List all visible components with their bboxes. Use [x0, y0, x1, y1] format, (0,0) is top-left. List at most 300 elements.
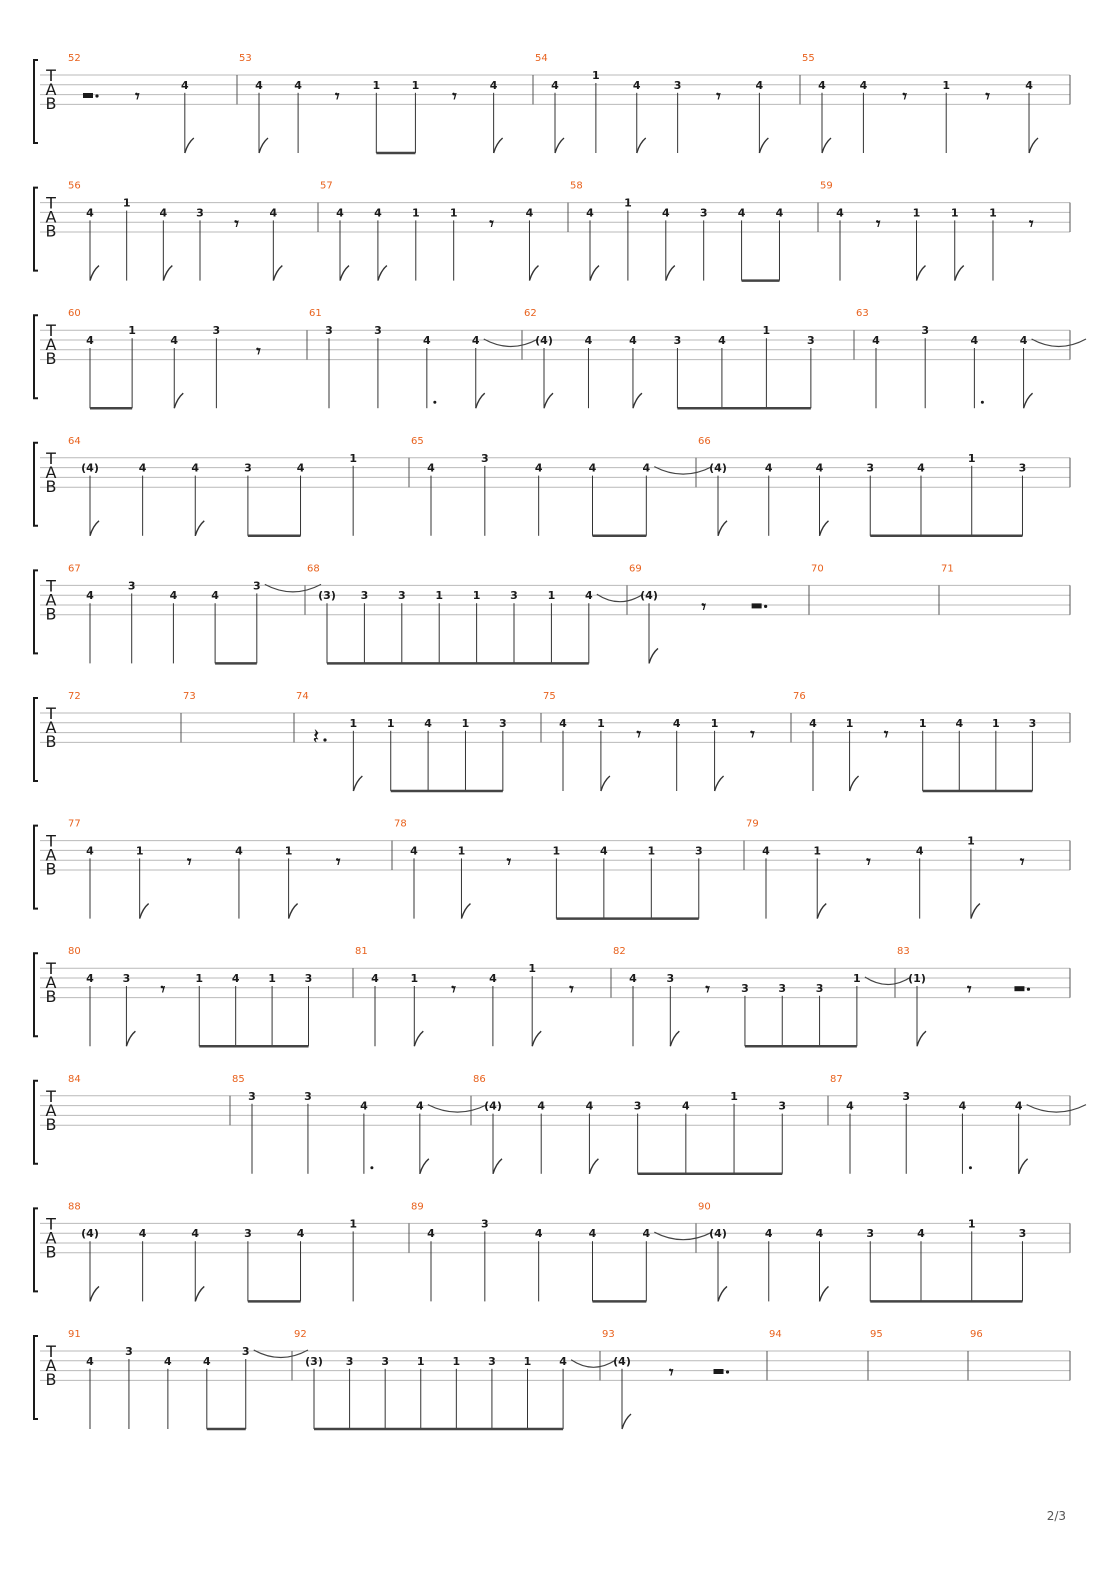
eighth-flag [529, 266, 538, 281]
fret-number: 4 [588, 1227, 597, 1241]
fret-number: 4 [588, 461, 597, 475]
measure-number: 77 [68, 818, 81, 830]
fret-number: 1 [411, 78, 420, 92]
fret-number: 4 [86, 844, 94, 858]
measure [183, 691, 294, 742]
fret-number: 4 [86, 206, 94, 220]
dot [969, 1166, 972, 1169]
eighth-rest: 𝄾 [985, 87, 990, 107]
fret-number: 4 [235, 844, 243, 858]
fret-number: 4 [416, 1099, 424, 1113]
fret-number: 4 [718, 334, 726, 347]
fret-number: 3 [866, 461, 875, 475]
measure [870, 1329, 968, 1380]
tab-clef-letter: T [46, 959, 56, 979]
tab-clef-letter: A [45, 462, 57, 482]
measure [802, 53, 1070, 153]
fret-number: 3 [244, 461, 252, 475]
fret-number: 3 [325, 324, 333, 338]
fret-number: 4 [410, 844, 418, 858]
measure [543, 691, 791, 791]
fret-number: (3) [305, 1354, 323, 1368]
tab-system [34, 436, 1070, 536]
tab-system [34, 819, 1070, 919]
fret-number: 4 [672, 716, 681, 730]
measure-number: 54 [535, 53, 548, 64]
system-bracket [34, 570, 38, 653]
measure-number: 82 [613, 946, 626, 958]
page-number: 2/3 [1046, 1509, 1066, 1523]
measure-number: 75 [543, 691, 556, 702]
fret-number: 4 [371, 972, 379, 985]
eighth-flag [971, 904, 980, 919]
tab-clef-letter: A [45, 973, 57, 993]
tab-clef-letter: B [45, 1370, 57, 1389]
fret-number: 4 [159, 206, 168, 220]
measure [68, 946, 353, 1046]
fret-number: 1 [268, 972, 276, 985]
system-bracket [34, 1336, 38, 1419]
eighth-flag [589, 1159, 598, 1174]
fret-number: 3 [397, 589, 406, 603]
measure-number: 81 [355, 946, 368, 958]
measure [232, 1074, 487, 1174]
tab-system [34, 1329, 1070, 1429]
fret-number: 4 [211, 589, 219, 603]
fret-number: 4 [294, 78, 302, 92]
fret-number: 4 [1025, 78, 1033, 92]
measure-number: 62 [524, 308, 537, 320]
tab-clef-letter: A [45, 1356, 57, 1375]
measure [411, 1201, 712, 1301]
fret-number: 1 [918, 716, 927, 730]
fret-number: (4) [535, 334, 553, 347]
eighth-flag [718, 521, 727, 536]
eighth-flag [461, 904, 470, 919]
measure [629, 563, 809, 663]
fret-number: 3 [741, 981, 749, 995]
measure-number: 61 [309, 308, 322, 320]
eighth-rest: 𝄾 [234, 214, 239, 235]
eighth-flag [195, 1286, 204, 1301]
eighth-rest: 𝄾 [506, 852, 512, 873]
eighth-flag [544, 393, 553, 408]
measure-number: 94 [769, 1329, 782, 1340]
fret-number: 3 [699, 206, 708, 220]
fret-number: 4 [269, 206, 278, 220]
fret-number: 3 [488, 1354, 496, 1368]
fret-number: 4 [755, 78, 764, 92]
fret-number: 4 [764, 1227, 773, 1241]
eighth-flag [174, 393, 183, 408]
measure-number: 73 [183, 691, 196, 702]
eighth-flag [637, 138, 646, 153]
eighth-rest: 𝄾 [160, 980, 166, 1001]
measure [793, 691, 1070, 791]
measure [769, 1329, 868, 1380]
fret-number: 4 [737, 206, 746, 220]
tab-clef-letter: T [46, 576, 56, 596]
measure [309, 308, 538, 408]
measure-number: 57 [320, 180, 333, 192]
eighth-flag [817, 904, 826, 919]
fret-number: 4 [958, 1099, 967, 1113]
eighth-flag [670, 1031, 679, 1046]
eighth-rest: 𝄾 [489, 214, 494, 235]
eighth-flag [414, 1031, 423, 1046]
fret-number: 1 [452, 1354, 461, 1368]
fret-number: 4 [917, 461, 925, 475]
measure [811, 563, 939, 614]
measure-number: 79 [746, 818, 759, 830]
measure [239, 53, 533, 153]
fret-number: 3 [1028, 716, 1037, 730]
fret-number: 1 [349, 451, 357, 465]
dot [981, 401, 984, 404]
measure [746, 819, 1070, 919]
fret-number: 4 [471, 334, 480, 347]
tab-clef-letter: B [45, 732, 57, 751]
fret-number: 4 [86, 334, 94, 347]
fret-number: 4 [629, 972, 637, 985]
tab-clef-letter: B [45, 221, 57, 241]
fret-number: 4 [360, 1099, 368, 1113]
fret-number: 4 [191, 1227, 200, 1241]
fret-number: 4 [427, 1227, 435, 1241]
measure-number: 70 [811, 563, 824, 575]
measure-number: 69 [629, 563, 642, 575]
eighth-flag [917, 1031, 926, 1046]
fret-number: 4 [180, 78, 189, 92]
tab-clef-letter: A [45, 80, 57, 99]
fret-number: 3 [374, 324, 382, 338]
eighth-rest: 𝄾 [902, 87, 908, 107]
measure-number: 84 [68, 1073, 81, 1085]
fret-number: (3) [318, 589, 336, 603]
eighth-flag [590, 266, 599, 281]
eighth-rest: 𝄾 [256, 342, 261, 363]
eighth-flag [126, 1031, 135, 1046]
measure [307, 563, 643, 663]
measure [941, 563, 1070, 614]
eighth-flag [822, 138, 831, 153]
fret-number: 3 [212, 324, 221, 338]
fret-number: 4 [815, 1227, 824, 1241]
measure-number: 65 [411, 435, 424, 447]
fret-number: 1 [416, 1354, 425, 1368]
system-bracket [34, 953, 38, 1036]
eighth-rest: 𝄾 [705, 980, 710, 1001]
fret-number: 1 [410, 972, 419, 985]
eighth-rest: 𝄾 [875, 214, 881, 235]
fret-number: 3 [125, 1345, 133, 1358]
fret-number: 1 [449, 206, 458, 220]
fret-number: 1 [730, 1089, 738, 1103]
measure [68, 181, 318, 281]
fret-number: 1 [552, 844, 561, 858]
fret-number: 3 [778, 1099, 787, 1113]
measure [897, 946, 1070, 1046]
system-bracket [34, 1208, 38, 1291]
quarter-rest: 𝄽 [312, 725, 320, 750]
eighth-flag [601, 776, 610, 791]
eighth-flag [163, 266, 172, 281]
fret-number: 3 [244, 1227, 252, 1241]
tab-clef-letter: T [46, 1086, 56, 1106]
fret-number: 4 [584, 334, 593, 347]
fret-number: 4 [836, 206, 844, 220]
fret-number: (4) [81, 461, 99, 475]
tab-clef-letter: T [46, 66, 56, 85]
measure [856, 308, 1086, 408]
tab-clef-letter: T [46, 193, 56, 213]
fret-number: 4 [537, 1099, 546, 1113]
system-bracket [34, 60, 38, 143]
fret-number: 1 [547, 589, 556, 603]
fret-number: 4 [86, 972, 94, 985]
eighth-flag [494, 138, 503, 153]
tab-clef-letter: A [45, 1100, 57, 1120]
fret-number: 4 [809, 716, 817, 730]
fret-number: 4 [138, 1227, 147, 1241]
system-bracket [34, 315, 38, 398]
system-bracket [34, 188, 38, 271]
eighth-rest: 𝄾 [716, 87, 721, 107]
fret-number: 1 [435, 589, 444, 603]
fret-number: 3 [778, 981, 787, 995]
eighth-flag [195, 521, 204, 536]
half-rest [83, 93, 93, 98]
system-bracket [34, 443, 38, 526]
tab-clef-letter: B [45, 1114, 57, 1134]
dot [1027, 988, 1030, 991]
fret-number: 4 [629, 334, 637, 347]
dot [95, 94, 98, 97]
fret-number: (4) [709, 1227, 727, 1241]
fret-number: 3 [499, 716, 507, 730]
fret-number: 3 [807, 334, 815, 347]
fret-number: 1 [461, 716, 470, 730]
measure-number: 86 [473, 1073, 486, 1085]
eighth-flag [666, 266, 675, 281]
fret-number: 4 [86, 1354, 94, 1368]
fret-number: 4 [336, 206, 344, 220]
tab-system [34, 1074, 1086, 1174]
fret-number: 4 [202, 1354, 211, 1368]
fret-number: 1 [284, 844, 293, 858]
measure [524, 308, 854, 408]
measure [394, 819, 744, 919]
dot [764, 605, 767, 608]
eighth-rest: 𝄾 [135, 87, 140, 107]
fret-number: 3 [633, 1099, 642, 1113]
measure [294, 1329, 616, 1429]
fret-number: 3 [345, 1354, 354, 1368]
eighth-flag [90, 1286, 99, 1301]
eighth-flag [1024, 393, 1033, 408]
measure-number: 67 [68, 563, 81, 575]
fret-number: (4) [613, 1354, 631, 1368]
fret-number: 1 [710, 716, 719, 730]
fret-number: 4 [682, 1099, 690, 1113]
measure [296, 691, 541, 791]
fret-number: 3 [252, 579, 261, 593]
fret-number: 1 [942, 78, 951, 92]
eighth-flag [140, 904, 149, 919]
fret-number: 4 [872, 334, 880, 347]
fret-number: 1 [853, 972, 861, 985]
fret-number: 3 [510, 589, 518, 603]
dot [370, 1166, 373, 1169]
fret-number: 4 [1019, 334, 1028, 347]
tab-clef-letter: T [46, 321, 56, 341]
fret-number: 4 [970, 334, 979, 347]
fret-number: 3 [1018, 461, 1027, 475]
fret-number: 1 [813, 844, 822, 858]
tab-clef-letter: A [45, 1228, 57, 1248]
eighth-flag [649, 648, 658, 663]
fret-number: 1 [912, 206, 921, 220]
tab-clef-letter: T [46, 831, 56, 851]
measure-number: 56 [68, 180, 81, 192]
fret-number: 4 [1014, 1099, 1023, 1113]
fret-number: 4 [818, 78, 826, 92]
fret-number: 3 [304, 972, 313, 985]
eighth-rest: 𝄾 [966, 980, 972, 1001]
fret-number: 4 [632, 78, 641, 92]
eighth-rest: 𝄾 [750, 725, 755, 745]
system-bracket [34, 826, 38, 909]
fret-number: 3 [866, 1227, 875, 1241]
tab-clef-letter: A [45, 207, 57, 227]
fret-number: 4 [374, 206, 382, 220]
eighth-flag [353, 776, 362, 791]
eighth-rest: 𝄾 [866, 852, 871, 873]
fret-number: 1 [386, 716, 395, 730]
measure-number: 63 [856, 308, 869, 320]
eighth-flag [1019, 1159, 1028, 1174]
tab-system [34, 691, 1070, 791]
eighth-flag [916, 266, 925, 281]
fret-number: 3 [694, 844, 703, 858]
eighth-rest: 𝄾 [187, 852, 192, 873]
fret-number: 3 [481, 451, 489, 465]
fret-number: 4 [255, 78, 263, 92]
fret-number: 4 [424, 716, 432, 730]
tab-clef-letter: A [45, 718, 57, 737]
measure [68, 308, 307, 408]
eighth-rest: 𝄾 [701, 597, 707, 618]
fret-number: 3 [196, 206, 204, 220]
fret-number: 4 [534, 1227, 543, 1241]
eighth-flag [622, 1414, 631, 1429]
eighth-rest: 𝄾 [335, 852, 341, 873]
fret-number: 1 [762, 324, 771, 338]
measure-number: 74 [296, 691, 309, 702]
eighth-flag [289, 904, 298, 919]
measure [473, 1074, 828, 1174]
fret-number: 4 [551, 78, 559, 92]
tab-clef-letter: T [46, 704, 56, 723]
fret-number: 4 [915, 844, 924, 858]
tab-system [34, 53, 1070, 153]
measure [68, 691, 181, 742]
measure-number: 59 [820, 180, 833, 192]
fret-number: 4 [775, 206, 784, 220]
measure [535, 53, 800, 153]
tab-system [34, 181, 1070, 281]
fret-number: 1 [950, 206, 959, 220]
fret-number: 1 [349, 1217, 357, 1231]
fret-number: 1 [967, 1217, 976, 1231]
fret-number: 3 [360, 589, 369, 603]
fret-number: 3 [902, 1089, 911, 1103]
fret-number: 1 [472, 589, 481, 603]
eighth-flag [819, 521, 828, 536]
fret-number: 4 [296, 1227, 305, 1241]
eighth-rest: 𝄾 [451, 980, 456, 1001]
measure-number: 89 [411, 1201, 424, 1213]
fret-number: 4 [955, 716, 964, 730]
measure-number: 64 [68, 435, 81, 447]
fret-number: 1 [372, 78, 381, 92]
system-bracket [34, 698, 38, 781]
fret-number: 4 [296, 461, 305, 475]
measure [602, 1329, 767, 1429]
measure [411, 436, 712, 536]
fret-number: 1 [411, 206, 420, 220]
measure-number: 60 [68, 308, 81, 320]
measure [830, 1074, 1086, 1174]
measure-number: 91 [68, 1329, 81, 1340]
measure-number: 68 [307, 563, 320, 575]
measure [613, 946, 911, 1046]
fret-number: 4 [170, 334, 179, 347]
measure-number: 58 [570, 180, 583, 192]
eighth-flag [476, 393, 485, 408]
measure-number: 95 [870, 1329, 883, 1340]
eighth-flag [273, 266, 282, 281]
eighth-flag [850, 776, 859, 791]
measure-number: 80 [68, 946, 81, 958]
dot [726, 1370, 729, 1373]
fret-number: 1 [967, 451, 976, 465]
fret-number: 3 [122, 972, 131, 985]
fret-number: 1 [597, 716, 605, 730]
fret-number: 4 [642, 1227, 651, 1241]
fret-number: 1 [647, 844, 656, 858]
fret-number: 4 [917, 1227, 925, 1241]
measure-number: 72 [68, 691, 81, 702]
measure-number: 93 [602, 1329, 615, 1340]
eighth-flag [555, 138, 564, 153]
fret-number: 4 [164, 1354, 172, 1368]
half-rest [1014, 986, 1024, 991]
fret-number: 4 [642, 461, 651, 475]
fret-number: 4 [661, 206, 670, 220]
fret-number: 1 [195, 972, 204, 985]
fret-number: 1 [992, 716, 1000, 730]
measure-number: 52 [68, 53, 81, 64]
fret-number: 4 [423, 334, 431, 347]
fret-number: 4 [859, 78, 868, 92]
measure-number: 96 [970, 1329, 983, 1340]
fret-number: 4 [764, 461, 773, 475]
measure-number: 85 [232, 1073, 245, 1085]
fret-number: 4 [191, 461, 200, 475]
tab-clef-letter: B [45, 349, 57, 369]
measure-number: 66 [698, 435, 711, 447]
